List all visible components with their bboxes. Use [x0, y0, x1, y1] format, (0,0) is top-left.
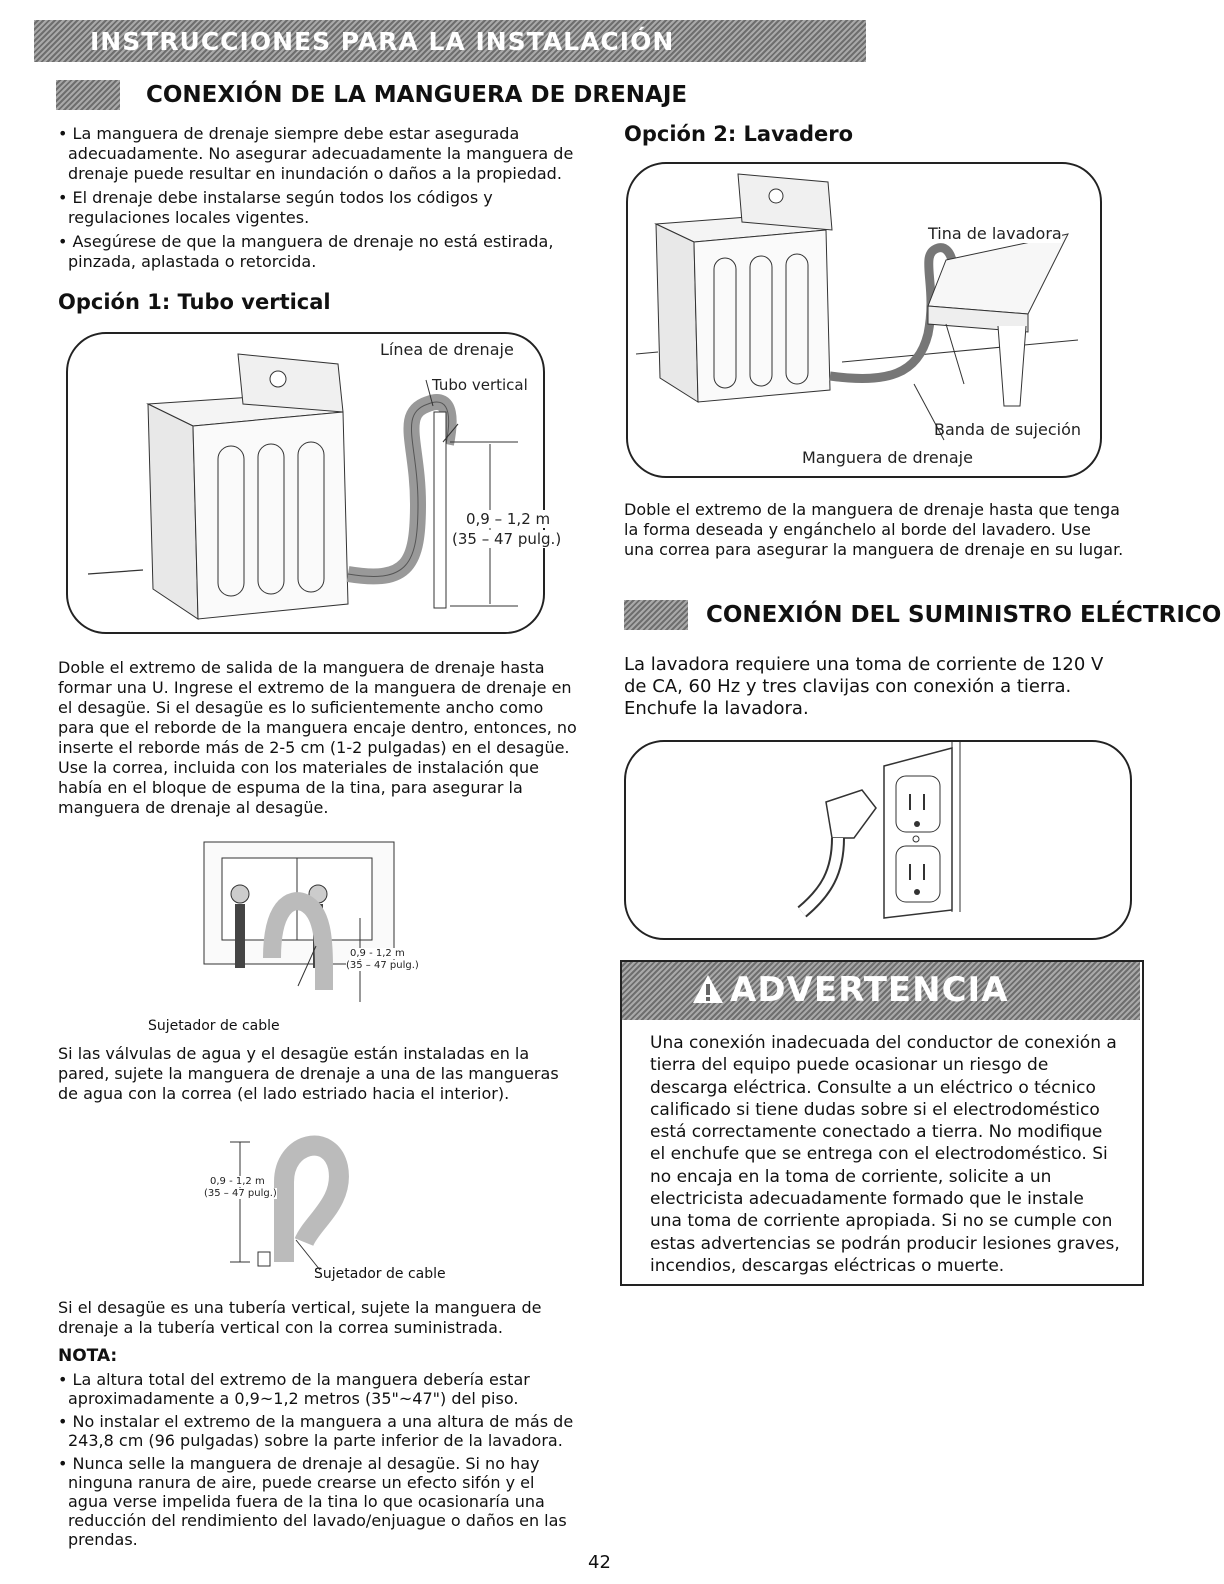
pipe-text: Si el desagüe es una tubería vertical, sujete la manguera de drenaje a la tubería vertical con la correa suministrada.: [58, 1298, 542, 1337]
hose-label: Manguera de drenaje: [802, 448, 973, 467]
height-label-in: (35 – 47 pulg.): [452, 530, 562, 548]
power-section-title: CONEXIÓN DEL SUMINISTRO ELÉCTRICO: [706, 602, 1222, 628]
outlet-illustration: [626, 742, 1130, 938]
valves-height-in: (35 – 47 pulg.): [346, 960, 419, 971]
drain-bullet-1: • La manguera de drenaje siempre debe estar asegurada adecuadamente. No asegurar adecuadamente la manguera de drenaje puede resultar en inundación o daños a la propiedad.: [58, 124, 574, 183]
height-label-m: 0,9 – 1,2 m: [466, 510, 551, 528]
pipe-caption: Sujetador de cable: [314, 1266, 446, 1282]
drain-line-label: Línea de drenaje: [380, 340, 514, 359]
note-bullet-2: • No instalar el extremo de la manguera a una altura de más de 243,8 cm (96 pulgadas) sobre la parte inferior de la lavadora.: [58, 1412, 574, 1450]
warning-text: Una conexión inadecuada del conductor de conexión a tierra del equipo puede ocasionar un riesgo de descarga eléctrica. Consulte a un eléctrico o técnico calificado si tiene dudas sobre si el electrodoméstico está correctamente conectado a tierra. No modifique el enchufe que se entrega con el electrodoméstico. Si no encaja en la toma de corriente, solicite a un electricista adecuadamente formado que le instale una toma de corriente apropiada. Si no se cumple con estas advertencias se podrán producir lesiones graves, incendios, descargas eléctricas o muerte.: [650, 1033, 1120, 1276]
warning-icon: [692, 974, 724, 1004]
header-banner: [34, 20, 866, 62]
standpipe-figure: [66, 332, 562, 634]
valves-figure: [200, 818, 419, 1008]
note-title: NOTA:: [58, 1346, 118, 1366]
drain-section-title: CONEXIÓN DE LA MANGUERA DE DRENAJE: [146, 82, 688, 108]
section-marker: [56, 80, 120, 110]
pipe-figure: [200, 1122, 380, 1272]
option2-text: Doble el extremo de la manguera de drenaje hasta que tenga la forma deseada y engánchelo al borde del lavadero. Use una correa para asegurar la manguera de drenaje en su lugar.: [624, 500, 1124, 559]
note-bullet-1: • La altura total del extremo de la manguera debería estar aproximadamente a 0,9~1,2 metros (35"~47") del piso.: [58, 1370, 530, 1408]
pipe-height-in: (35 – 47 pulg.): [204, 1188, 277, 1199]
valves-text: Si las válvulas de agua y el desagüe están instaladas en la pared, sujete la manguera de drenaje a una de las mangueras de agua con la correa (el lado estriado hacia el interior).: [58, 1044, 559, 1103]
laundry-tub-figure: [626, 162, 1102, 478]
valves-caption: Sujetador de cable: [148, 1018, 280, 1034]
pipe-height-m: 0,9 - 1,2 m: [210, 1176, 265, 1187]
option1-text: Doble el extremo de salida de la manguera de drenaje hasta formar una U. Ingrese el extremo de la manguera de drenaje en el desagüe. Si el desagüe es lo suficientemente ancho como para que el reborde de la manguera encaje dentro, entonces, no inserte el reborde más de 2-5 cm (1-2 pulgadas) en el desagüe. Use la correa, incluida con los materiales de instalación que había en el bloque de espuma de la tina, para asegurar la manguera de drenaje al desagüe.: [58, 658, 577, 817]
drain-bullets: [58, 124, 598, 276]
tub-label: Tina de lavadora: [928, 224, 1062, 243]
note-bullet-3: • Nunca selle la manguera de drenaje al desagüe. Si no hay ninguna ranura de aire, puede crearse un efecto sifón y el agua verse impelida fuera de la tina lo que ocasionaría una reducción del rendimiento del lavado/enjuague o daños en las prendas.: [58, 1454, 567, 1549]
warning-title: ADVERTENCIA: [730, 970, 1009, 1010]
valves-illustration: [200, 818, 400, 1008]
option2-title: Opción 2: Lavadero: [624, 122, 854, 146]
page-number: 42: [588, 1552, 611, 1573]
outlet-figure: [624, 740, 1132, 940]
power-text: La lavadora requiere una toma de corriente de 120 V de CA, 60 Hz y tres clavijas con conexión a tierra. Enchufe la lavadora.: [624, 654, 1104, 719]
strap-label: Banda de sujeción: [934, 420, 1081, 439]
valves-height-m: 0,9 - 1,2 m: [350, 948, 405, 959]
drain-bullet-2: • El drenaje debe instalarse según todos los códigos y regulaciones locales vigentes.: [58, 188, 493, 227]
drain-bullet-3: • Asegúrese de que la manguera de drenaje no está estirada, pinzada, aplastada o retorcida.: [58, 232, 554, 271]
header-banner-title: INSTRUCCIONES PARA LA INSTALACIÓN: [90, 27, 675, 56]
section-marker: [624, 600, 688, 630]
option1-title: Opción 1: Tubo vertical: [58, 290, 331, 314]
standpipe-label: Tubo vertical: [432, 376, 528, 394]
warning-header: [622, 962, 1140, 1020]
note-bullets: [58, 1370, 578, 1553]
